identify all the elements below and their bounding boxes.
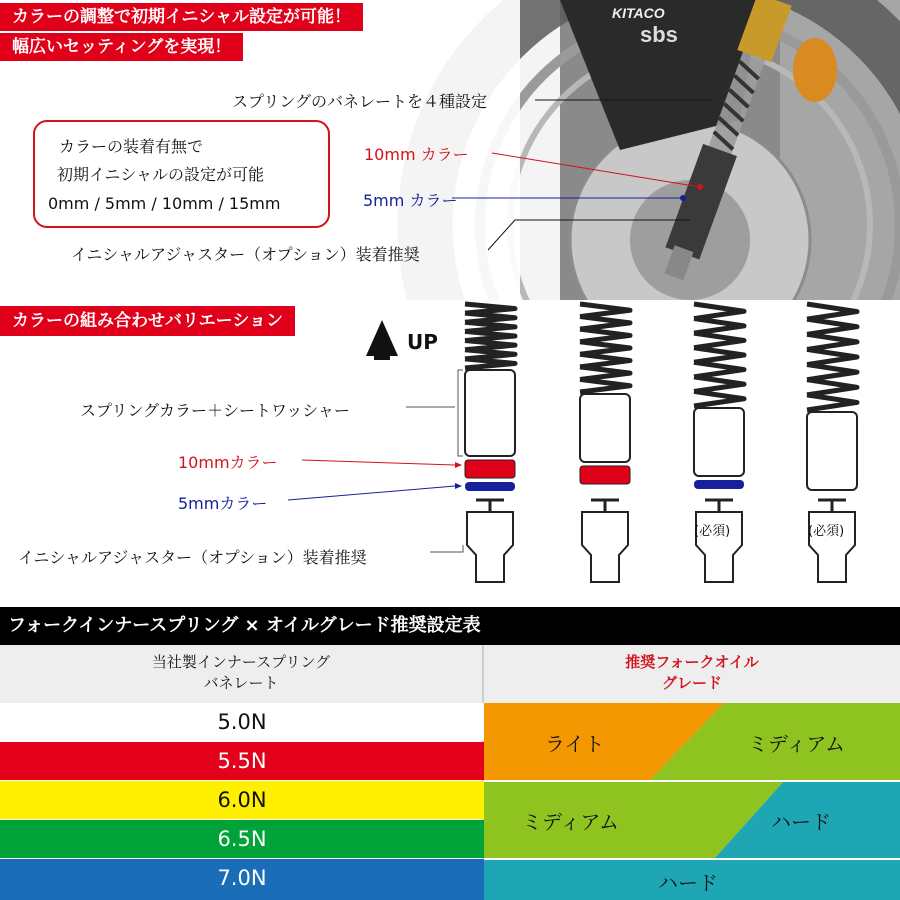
adjuster-body-1 [467,512,513,582]
label-collar-10: 10mmカラー [178,453,278,472]
up-label: UP [407,330,438,354]
banner-line-1: カラーの調整で初期イニシャル設定が可能！ [0,3,363,31]
adjuster-knob-4 [818,500,846,512]
info-line-2: 初期イニシャルの設定が可能 [57,165,265,184]
required-label-3: (必須) [694,524,731,539]
adjuster-knob-2 [591,500,619,512]
table-row-5-5: 5.5N [0,742,484,780]
info-line-3: 0mm / 5mm / 10mm / 15mm [48,194,281,213]
oil-medium-label-b: ミディアム [522,810,619,834]
label-collar-5: 5mmカラー [178,494,268,513]
spring-coil-4 [807,304,857,410]
header-oil-grade-line1: 推奨フォークオイル [625,653,759,671]
table-title-bar [0,607,900,645]
info-line-1: カラーの装着有無で [59,137,204,156]
header-oil-grade [484,645,900,703]
collar-5mm-3 [694,480,744,489]
table-row-6-5: 6.5N [0,820,484,858]
initial-setting-info-box [33,120,330,228]
table-row-5-0: 5.0N [0,703,484,741]
spring-collar-4 [807,412,857,490]
callout-adjuster: イニシャルアジャスター（オプション）装着推奨 [71,245,420,264]
header-spring-rate-line2: バネレート [203,674,279,692]
collar-5mm-1 [465,482,515,491]
banner-line-2: 幅広いセッティングを実現！ [0,33,243,61]
spring-collar-1 [465,370,515,456]
table-title: フォークインナースプリング × オイルグレード推奨設定表 [8,615,481,636]
callout-collar-5: 5mm カラー [363,191,458,210]
spring-collar-2 [580,394,630,462]
oil-hard-label-b: ハード [658,871,718,895]
oil-medium-label-a: ミディアム [748,732,845,756]
oil-light-label: ライト [545,732,605,756]
adjuster-knob-3 [705,500,733,512]
callout-spring-rate: スプリングのバネレートを４種設定 [232,92,488,111]
header-spring-rate-line1: 当社製インナースプリング [151,653,331,671]
spring-coil-3 [694,304,744,406]
header-oil-grade-line2: グレード [661,674,722,692]
oil-hard-label-a: ハード [771,810,831,834]
header-spring-rate [0,645,482,703]
label-spring-collar: スプリングカラー＋シートワッシャー [80,401,350,420]
collar-10mm-2 [580,466,630,484]
spring-coil-1 [465,304,515,368]
sbs-logo: sbs [640,22,678,47]
required-label-4: (必須) [808,524,845,539]
label-adjuster: イニシャルアジャスター（オプション）装着推奨 [18,548,367,567]
table-row-7-0: 7.0N [0,859,484,900]
collar-10mm-1 [465,460,515,478]
up-arrow-icon [366,320,398,360]
spring-coil-2 [580,304,630,392]
product-photo [0,0,900,300]
adjuster-body-2 [582,512,628,582]
callout-collar-10: 10mm カラー [364,145,469,164]
variations-title: カラーの組み合わせバリエーション [0,306,295,336]
spring-collar-3 [694,408,744,476]
adjuster-knob-1 [476,500,504,512]
table-row-6-0: 6.0N [0,781,484,819]
kitaco-logo: KITACO [612,5,665,21]
